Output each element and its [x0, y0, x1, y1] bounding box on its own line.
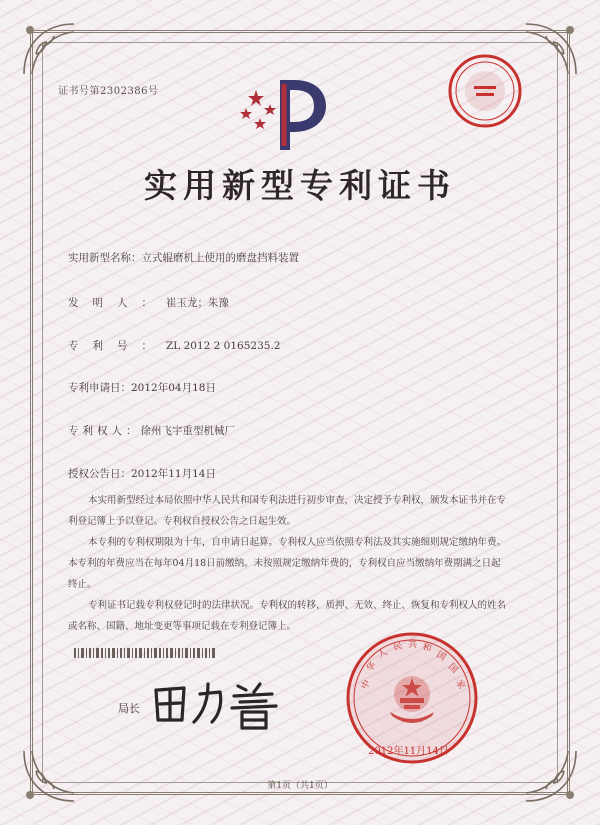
grant-date-label: 授权公告日： [68, 468, 131, 480]
svg-text:民: 民 [392, 640, 404, 653]
svg-text:家: 家 [453, 678, 467, 692]
svg-text:和: 和 [421, 642, 433, 655]
certificate-body-text [68, 490, 508, 637]
field-utility-model-name [68, 250, 299, 265]
grant-date-value: 2012年11月14日 [131, 468, 216, 480]
svg-text:华: 华 [365, 660, 379, 675]
body-paragraph-1: 本实用新型经过本局依照中华人民共和国专利法进行初步审查，决定授予专利权，颁发本证书并在专利登记簿上予以登记。专利权自授权公告之日起生效。 [68, 495, 507, 527]
field-inventor [68, 295, 229, 310]
barcode [74, 648, 216, 658]
certificate-title: 实用新型专利证书 [144, 166, 456, 205]
ornament-bottom-right [516, 741, 586, 811]
body-paragraph-3: 专利证书记载专利权登记时的法律状况。专利权的转移、质押、无效、终止、恢复和专利权人的姓名或名称、国籍、地址变更等事项记载在专利登记簿上。 [68, 600, 507, 632]
page-number: 第1页（共1页） [267, 781, 333, 791]
utility-model-name-value: 立式辊磨机上使用的磨盘挡料装置 [141, 252, 299, 264]
svg-text:人: 人 [376, 647, 390, 661]
utility-model-name-label: 实用新型名称： [68, 252, 142, 264]
field-filing-date [68, 380, 216, 395]
filing-date-value: 2012年04月18日 [131, 382, 216, 394]
patent-number-label: 专利号： [68, 340, 166, 352]
svg-text:国: 国 [445, 662, 460, 676]
patent-office-emblem-icon [238, 70, 334, 154]
patentee-label: 专利权人： [68, 425, 141, 437]
field-grant-date [68, 466, 216, 481]
small-round-seal-icon [446, 52, 524, 130]
seal-date: 2012年11月14日 [368, 746, 449, 757]
body-paragraph-2: 本专利的专利权期限为十年，自申请日起算。专利权人应当依照专利法及其实施细则规定缴纳年费。本专利的年费应当在每年04月18日前缴纳。未按照规定缴纳年费的，专利权自应当缴纳年费期满之日起终止。 [68, 537, 507, 590]
ornament-top-left [14, 14, 84, 84]
field-patentee [68, 423, 235, 438]
patent-number-value: ZL 2012 2 0165235.2 [166, 340, 281, 352]
patentee-value: 徐州飞宇重型机械厂 [140, 425, 235, 437]
certificate-number: 证书号第2302386号 [58, 86, 159, 97]
inventor-value: 崔玉龙；朱豫 [166, 297, 229, 309]
director-signature-image [150, 676, 280, 732]
svg-text:共: 共 [408, 640, 418, 650]
ornament-bottom-left [14, 741, 84, 811]
director-label: 局长 [118, 702, 140, 715]
svg-text:国: 国 [434, 649, 448, 664]
filing-date-label: 专利申请日： [68, 382, 131, 394]
field-patent-number [68, 338, 280, 353]
ornament-top-right [516, 14, 586, 84]
inventor-label: 发明人： [68, 297, 166, 309]
svg-text:中: 中 [359, 678, 374, 692]
